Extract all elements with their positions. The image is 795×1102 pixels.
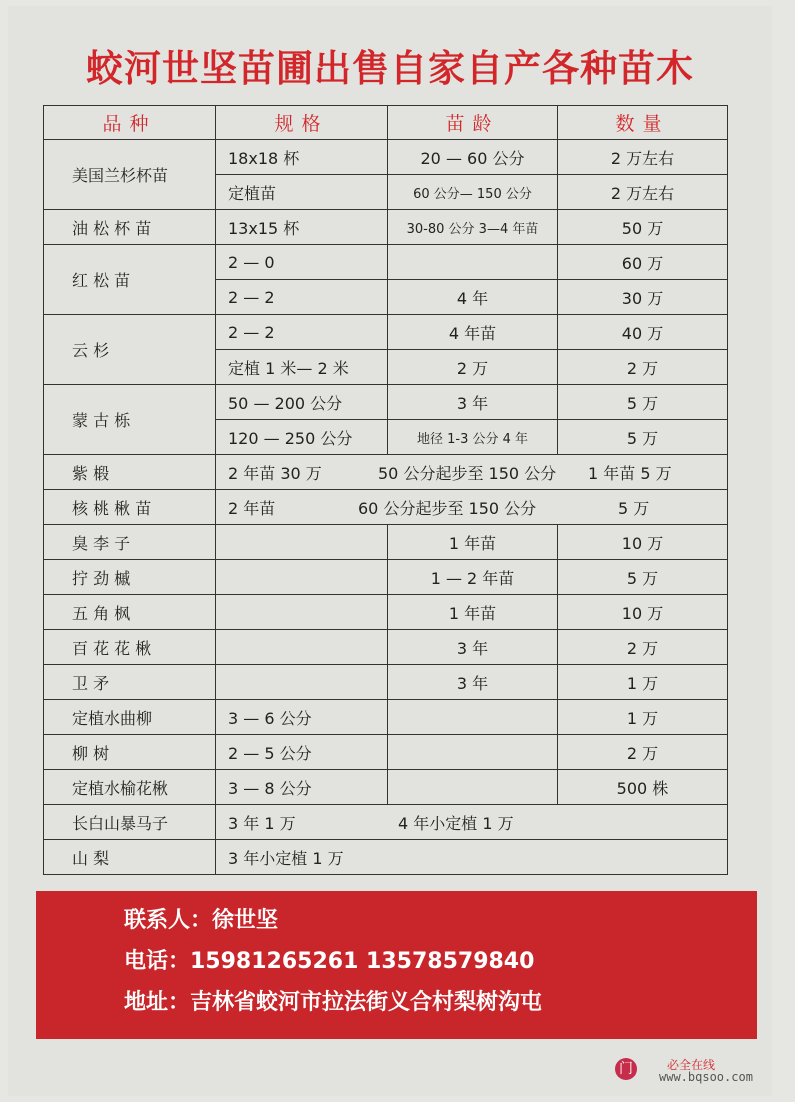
quantity-cell: 1 万 <box>558 665 728 700</box>
merged-cell <box>216 455 728 490</box>
merged-text-a: 2 年苗 30 万 <box>228 463 322 483</box>
spec-cell: 2 — 2 <box>216 315 388 350</box>
merged-text-c: 5 万 <box>618 498 650 518</box>
variety-name: 卫 矛 <box>44 665 216 700</box>
spec-cell <box>216 595 388 630</box>
age-cell: 3 年 <box>388 665 558 700</box>
quantity-cell: 5 万 <box>558 385 728 420</box>
age-cell: 1 年苗 <box>388 525 558 560</box>
age-cell: 4 年 <box>388 280 558 315</box>
header-variety: 品种 <box>44 106 216 140</box>
quantity-cell: 500 株 <box>558 770 728 805</box>
table-row <box>44 665 728 700</box>
variety-name: 美国兰杉杯苗 <box>44 140 216 210</box>
variety-name: 五 角 枫 <box>44 595 216 630</box>
age-cell: 3 年 <box>388 385 558 420</box>
variety-name: 紫 椴 <box>44 455 216 490</box>
quantity-cell: 10 万 <box>558 595 728 630</box>
spec-cell: 定植苗 <box>216 175 388 210</box>
header-quantity: 数量 <box>558 106 728 140</box>
header-spec: 规格 <box>216 106 388 140</box>
spec-cell: 120 — 250 公分 <box>216 420 388 455</box>
quantity-cell: 50 万 <box>558 210 728 245</box>
age-cell: 1 — 2 年苗 <box>388 560 558 595</box>
merged-text-a: 3 年小定植 1 万 <box>228 848 344 868</box>
age-cell: 4 年苗 <box>388 315 558 350</box>
table-row <box>44 735 728 770</box>
header-age: 苗龄 <box>388 106 558 140</box>
merged-text-a: 3 年 1 万 <box>228 813 296 833</box>
watermark-url: www.bqsoo.com <box>659 1070 753 1084</box>
merged-text-b: 4 年小定植 1 万 <box>398 813 514 833</box>
table-row <box>44 245 728 280</box>
table-row <box>44 630 728 665</box>
age-cell: 2 万 <box>388 350 558 385</box>
variety-name: 蒙 古 栎 <box>44 385 216 455</box>
watermark <box>615 1056 765 1088</box>
table-row <box>44 385 728 420</box>
spec-cell: 13x15 杯 <box>216 210 388 245</box>
variety-name: 定植水榆花楸 <box>44 770 216 805</box>
spec-cell <box>216 560 388 595</box>
watermark-logo-icon: 门 <box>615 1058 637 1080</box>
merged-cell <box>216 805 728 840</box>
quantity-cell: 2 万 <box>558 630 728 665</box>
spec-cell: 50 — 200 公分 <box>216 385 388 420</box>
quantity-cell: 2 万 <box>558 350 728 385</box>
table-row <box>44 700 728 735</box>
table-row <box>44 595 728 630</box>
merged-text-c: 1 年苗 5 万 <box>588 463 672 483</box>
table-row <box>44 525 728 560</box>
price-table <box>43 105 728 875</box>
variety-name: 百 花 花 楸 <box>44 630 216 665</box>
quantity-cell: 10 万 <box>558 525 728 560</box>
spec-cell: 3 — 6 公分 <box>216 700 388 735</box>
age-cell: 1 年苗 <box>388 595 558 630</box>
table-row <box>44 315 728 350</box>
table-row <box>44 210 728 245</box>
quantity-cell: 5 万 <box>558 560 728 595</box>
variety-name: 油 松 杯 苗 <box>44 210 216 245</box>
merged-text-b: 50 公分起步至 150 公分 <box>378 463 557 483</box>
quantity-cell: 2 万 <box>558 735 728 770</box>
merged-text-a: 2 年苗 <box>228 498 276 518</box>
table-row <box>44 455 728 490</box>
contact-person: 联系人：徐世坚 <box>124 908 279 933</box>
spec-cell <box>216 630 388 665</box>
spec-cell: 18x18 杯 <box>216 140 388 175</box>
table-header-row <box>44 106 728 140</box>
contact-banner <box>36 891 757 1039</box>
variety-name: 柳 树 <box>44 735 216 770</box>
page-title: 蛟河世坚苗圃出售自家自产各种苗木 <box>86 47 694 90</box>
variety-name: 定植水曲柳 <box>44 700 216 735</box>
quantity-cell: 30 万 <box>558 280 728 315</box>
age-cell <box>388 700 558 735</box>
age-cell: 地径 1-3 公分 4 年 <box>388 420 558 455</box>
age-cell <box>388 245 558 280</box>
watermark-name: 必全在线 <box>667 1058 716 1072</box>
age-cell <box>388 735 558 770</box>
age-cell: 3 年 <box>388 630 558 665</box>
table-row <box>44 805 728 840</box>
table-row <box>44 560 728 595</box>
variety-name: 拧 劲 槭 <box>44 560 216 595</box>
variety-name: 核 桃 楸 苗 <box>44 490 216 525</box>
spec-cell <box>216 665 388 700</box>
spec-cell: 2 — 0 <box>216 245 388 280</box>
variety-name: 长白山暴马子 <box>44 805 216 840</box>
table-row <box>44 140 728 175</box>
merged-cell <box>216 840 728 875</box>
spec-cell: 2 — 5 公分 <box>216 735 388 770</box>
variety-name: 云 杉 <box>44 315 216 385</box>
merged-cell <box>216 490 728 525</box>
quantity-cell: 1 万 <box>558 700 728 735</box>
spec-cell: 定植 1 米— 2 米 <box>216 350 388 385</box>
table-row <box>44 840 728 875</box>
spec-cell: 3 — 8 公分 <box>216 770 388 805</box>
age-cell: 30-80 公分 3—4 年苗 <box>388 210 558 245</box>
quantity-cell: 5 万 <box>558 420 728 455</box>
table-row <box>44 490 728 525</box>
age-cell: 20 — 60 公分 <box>388 140 558 175</box>
merged-text-b: 60 公分起步至 150 公分 <box>358 498 537 518</box>
table-row <box>44 770 728 805</box>
contact-phone: 电话：15981265261 13578579840 <box>124 949 535 974</box>
age-cell: 60 公分— 150 公分 <box>388 175 558 210</box>
variety-name: 红 松 苗 <box>44 245 216 315</box>
variety-name: 臭 李 子 <box>44 525 216 560</box>
quantity-cell: 2 万左右 <box>558 175 728 210</box>
age-cell <box>388 770 558 805</box>
quantity-cell: 60 万 <box>558 245 728 280</box>
spec-cell <box>216 525 388 560</box>
contact-address: 地址：吉林省蛟河市拉法街义合村梨树沟屯 <box>124 990 543 1015</box>
quantity-cell: 40 万 <box>558 315 728 350</box>
variety-name: 山 梨 <box>44 840 216 875</box>
quantity-cell: 2 万左右 <box>558 140 728 175</box>
spec-cell: 2 — 2 <box>216 280 388 315</box>
